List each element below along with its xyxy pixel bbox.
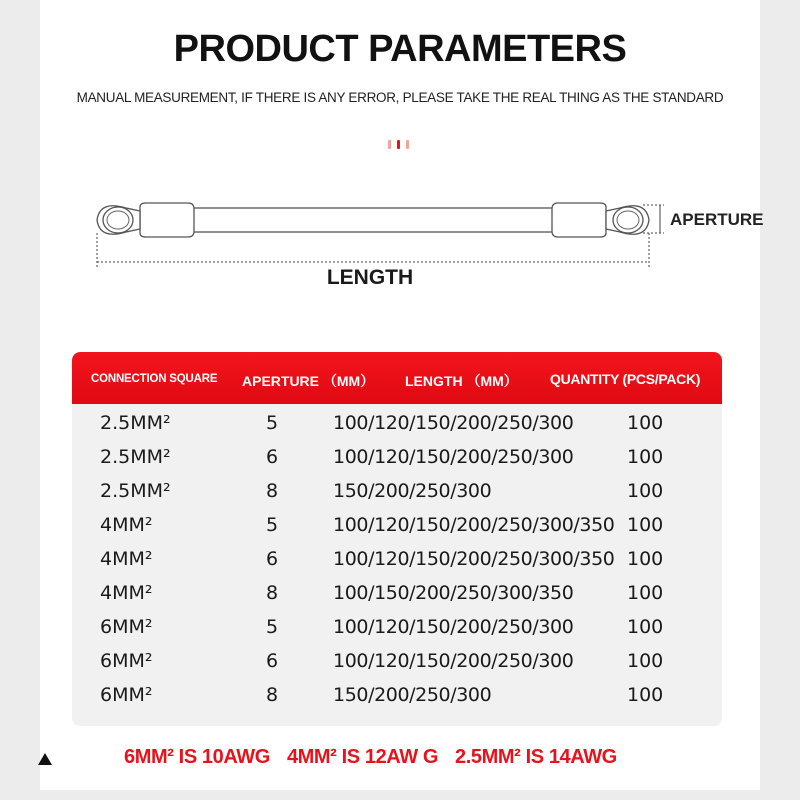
awg-note-25mm: 2.5MM² IS 14AWG <box>455 746 617 768</box>
cell-aperture: 8 <box>265 582 279 604</box>
table-row <box>72 680 722 714</box>
table-row <box>72 544 722 578</box>
cell-quantity: 100 <box>627 650 664 672</box>
right-sleeve <box>552 203 606 237</box>
table-row <box>72 646 722 680</box>
cell-length: 150/200/250/300 <box>333 684 492 706</box>
cell-length: 150/200/250/300 <box>333 480 492 502</box>
cell-length: 100/120/150/200/250/300 <box>333 446 574 468</box>
cell-connection: 2.5MM² <box>100 480 171 502</box>
length-label: LENGTH <box>326 266 414 289</box>
awg-note-4mm: 4MM² IS 12AW G <box>286 746 439 768</box>
cell-connection: 4MM² <box>100 548 153 570</box>
cell-length: 100/120/150/200/250/300/350 <box>333 548 615 570</box>
cell-connection: 6MM² <box>100 616 153 638</box>
cell-aperture: 8 <box>265 480 279 502</box>
header-aperture: APERTURE （MM） <box>242 373 375 389</box>
cell-length: 100/120/150/200/250/300 <box>333 412 574 434</box>
table-row <box>72 408 722 442</box>
right-ring-terminal <box>606 206 649 235</box>
table-row <box>72 442 722 476</box>
cell-aperture: 8 <box>265 684 279 706</box>
awg-note <box>124 746 634 769</box>
cell-length: 100/150/200/250/300/350 <box>333 582 574 604</box>
cell-quantity: 100 <box>627 548 664 570</box>
aperture-label: APERTURE <box>670 210 764 229</box>
cell-aperture: 5 <box>265 616 279 638</box>
cell-aperture: 6 <box>265 446 279 468</box>
cell-quantity: 100 <box>627 514 664 536</box>
cable-body <box>186 208 556 232</box>
cell-aperture: 6 <box>265 650 279 672</box>
cell-quantity: 100 <box>627 616 664 638</box>
cell-length: 100/120/150/200/250/300 <box>333 650 574 672</box>
cell-length: 100/120/150/200/250/300/350 <box>333 514 615 536</box>
cell-length: 100/120/150/200/250/300 <box>333 616 574 638</box>
table-row <box>72 476 722 510</box>
table-row <box>72 578 722 612</box>
left-sleeve <box>140 203 194 237</box>
cell-quantity: 100 <box>627 446 664 468</box>
triangle-up-icon <box>38 753 52 765</box>
header-length: LENGTH （MM） <box>405 373 518 389</box>
cell-connection: 2.5MM² <box>100 412 171 434</box>
cell-connection: 2.5MM² <box>100 446 171 468</box>
cell-connection: 4MM² <box>100 582 153 604</box>
cell-connection: 4MM² <box>100 514 153 536</box>
cell-aperture: 6 <box>265 548 279 570</box>
length-dimension <box>97 233 649 268</box>
cell-connection: 6MM² <box>100 684 153 706</box>
cell-quantity: 100 <box>627 582 664 604</box>
cell-aperture: 5 <box>265 412 279 434</box>
cell-quantity: 100 <box>627 684 664 706</box>
table-row <box>72 510 722 544</box>
header-connection-square: CONNECTION SQUARE <box>91 373 218 385</box>
left-ring-terminal <box>97 206 140 235</box>
page-title: PRODUCT PARAMETERS <box>173 28 627 70</box>
table-body <box>72 408 722 714</box>
awg-note-6mm: 6MM² IS 10AWG <box>124 746 270 768</box>
header-quantity: QUANTITY (PCS/PACK) <box>550 371 701 387</box>
page-subtitle: MANUAL MEASUREMENT, IF THERE IS ANY ERROR, PLEASE TAKE THE REAL THING AS THE STANDARD <box>76 90 724 105</box>
cell-quantity: 100 <box>627 480 664 502</box>
cell-quantity: 100 <box>627 412 664 434</box>
cell-connection: 6MM² <box>100 650 153 672</box>
parameters-table <box>72 352 722 726</box>
table-header <box>72 352 722 404</box>
cell-aperture: 5 <box>265 514 279 536</box>
dots-divider-icon <box>388 140 414 150</box>
table-row <box>72 612 722 646</box>
